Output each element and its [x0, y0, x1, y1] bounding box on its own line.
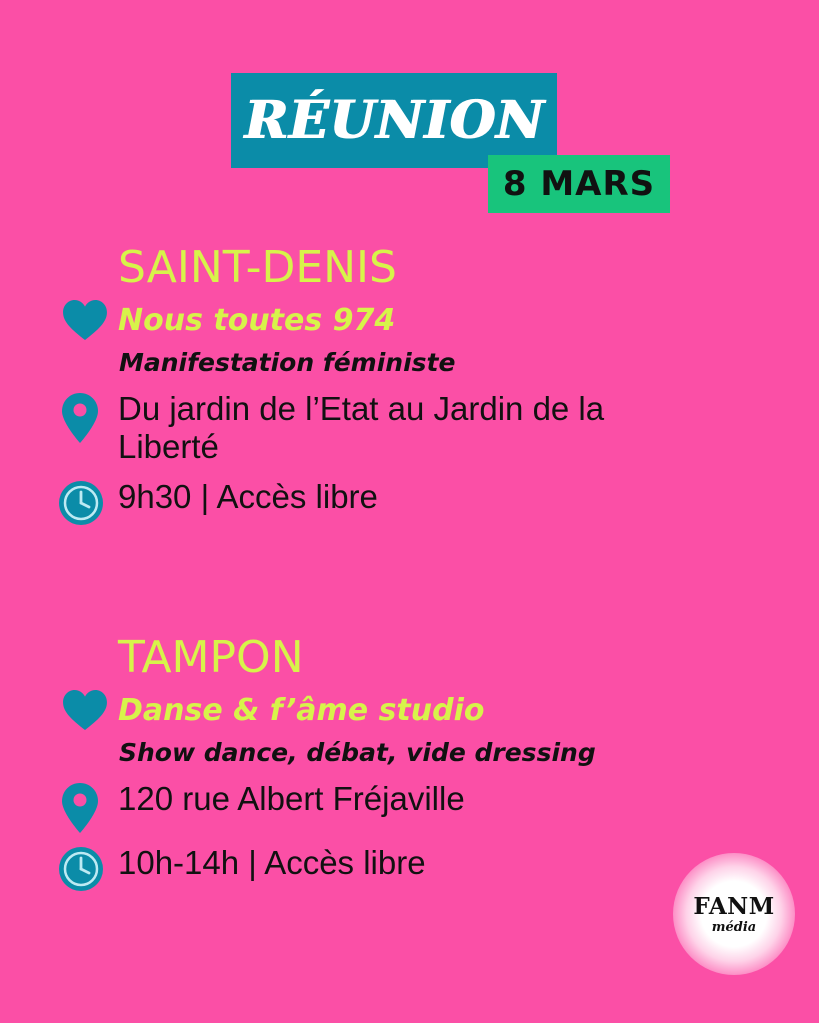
- map-pin-icon: [60, 782, 100, 834]
- date-band: [488, 155, 670, 213]
- event-time: 9h30 | Accès libre: [118, 477, 378, 515]
- date-label: 8 MARS: [502, 164, 656, 204]
- event-item: [0, 631, 819, 896]
- brand-logo: [673, 853, 795, 975]
- event-place: Du jardin de l’Etat au Jardin de la Liberté: [118, 389, 605, 465]
- heart-icon: [62, 299, 108, 341]
- page-title: RÉUNION: [244, 89, 544, 151]
- poster-header: [0, 0, 819, 230]
- events-list: [0, 242, 819, 896]
- title-band: [231, 73, 557, 168]
- event-place-row: [118, 780, 819, 832]
- event-organizer-row: [118, 683, 819, 737]
- clock-icon: [58, 846, 104, 892]
- event-time-row: [118, 478, 819, 530]
- map-pin-icon: [60, 392, 100, 444]
- event-subtitle: Manifestation féministe: [119, 348, 456, 378]
- event-city: TAMPON: [118, 631, 304, 683]
- brand-logo-name: FANM: [693, 892, 775, 920]
- event-organizer-row: [118, 293, 819, 347]
- event-organizer: Nous toutes 974: [118, 302, 396, 338]
- event-subtitle: Show dance, débat, vide dressing: [119, 738, 596, 767]
- brand-logo-subtitle: média: [711, 919, 757, 935]
- heart-icon: [62, 689, 108, 731]
- event-time: 10h-14h | Accès libre: [118, 843, 426, 881]
- event-place-row: [118, 390, 819, 466]
- event-organizer: Danse & f’âme studio: [118, 692, 485, 728]
- event-item: [0, 242, 819, 530]
- event-city: SAINT-DENIS: [118, 242, 397, 293]
- clock-icon: [58, 480, 104, 526]
- event-place: 120 rue Albert Fréjaville: [118, 779, 465, 817]
